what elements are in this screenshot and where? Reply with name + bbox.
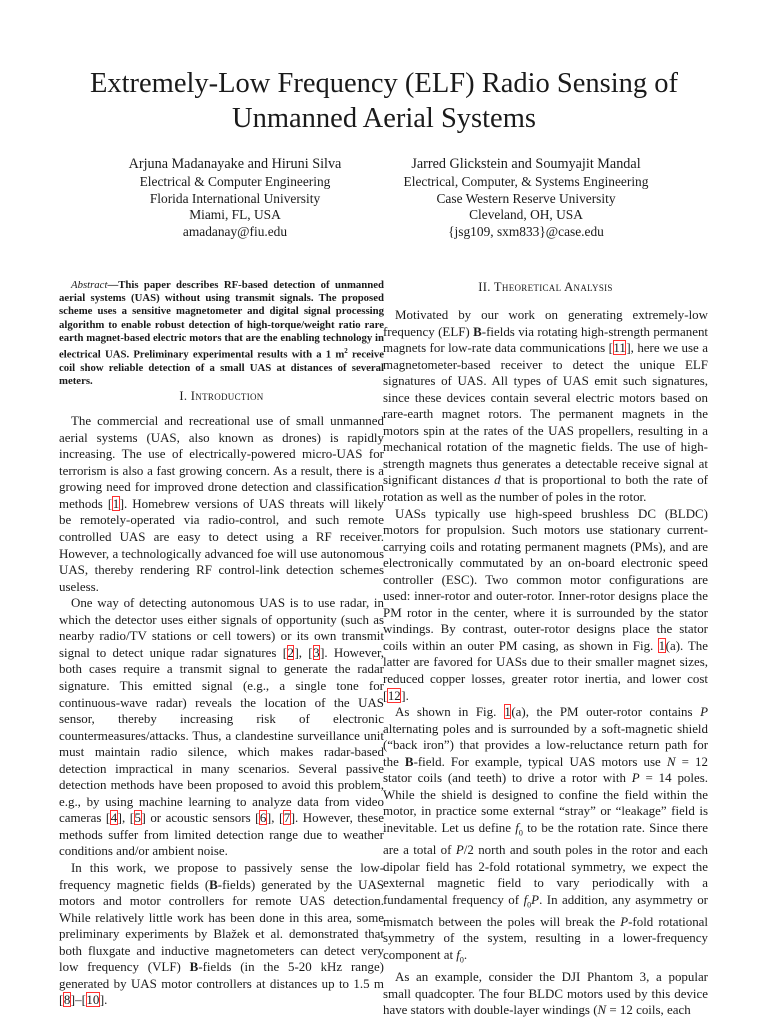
author-names: Jarred Glickstein and Soumyajit Mandal bbox=[411, 156, 641, 172]
section-heading-theoretical-analysis: II. Theoretical Analysis bbox=[478, 280, 613, 294]
paragraph: In this work, we propose to passively sense the low-frequency magnetic fields (B-fields) generated by the UAS motors and motor controllers for remote UAS detection. While relatively little work has been done in this area, some preliminary experiments by Blažek et al. demonstrated that both fluxgate and inductive magnetometers can detect very low frequency (VLF) B-fields (in the 5-20 kHz range) generated by UAS motor controllers at distances up to 1.5 m [8]–[10]. bbox=[59, 859, 385, 1008]
paragraph: As shown in Fig. 1(a), the PM outer-rotor contains P alternating poles and is surrounded by a soft-magnetic shield (“back iron”) that provides a low-reluctance return path for the B-field. For example, typical UAS motors use N = 12 stator coils (and teeth) to drive a rotor with P = 14 poles. While the shield is designed to confine the field within the motor, in practice some external “stray” or “leakage” field is inevitable. Let us define $f_0$ to be the rotation rate. Since there are a total of P/2 north and south poles in the rotor and each dipolar field has 2-fold rotational symmetry, we expect the external magnetic field to vary periodically with a fundamental frequency of $f_0P$. In addition, any asymmetry or mismatch between the poles will break the P-fold rotational symmetry of the system, resulting in a lower-frequency component at $f_0$. bbox=[383, 704, 709, 965]
title-line-1: Extremely-Low Frequency (ELF) Radio Sensing of bbox=[89, 68, 679, 99]
citation-link[interactable]: 6 bbox=[259, 810, 267, 826]
author-affiliation: Electrical, Computer, & Systems Engineering bbox=[403, 174, 649, 189]
left-column bbox=[59, 279, 384, 1009]
paragraph: As an example, consider the DJI Phantom 3, a popular small quadcopter. The four BLDC motors used by this device have stators with double-layer windings (N = 12 coils, each bbox=[383, 969, 708, 1018]
author-email: {jsg109, sxm833}@case.edu bbox=[448, 223, 604, 239]
abstract-text: This paper describes RF-based detection of unmanned aerial systems (UAS) without using transmit signals. The proposed scheme uses a sensitive magnetometer and digital signal processing algorithm to enable robust detection of high-torque/weight ratio rare earth magnet-based electric motors that are the enabling technology in electrical UAS. Preliminary experimental results with a 1 m bbox=[59, 279, 384, 361]
author-affiliation: Electrical & Computer Engineering bbox=[139, 174, 331, 189]
paragraph: One way of detecting autonomous UAS is to use radar, in which the detector uses either signals of opportunity (such as nearby radio/TV stations or cell towers) or its own transmit signal to detect unique radar signatures [2], [3]. However, both cases require a transmit signal to generate the radar signature. This emitted signal (e.g., a single tone for continuous-wave radar) reveals the location of the UAS sensor, thereby increasing risk of electronic countermeasures/attacks. Thus, a clandestine surveillance unit must maintain radio silence, which makes radar-based detection impractical in many scenarios. Several passive detection methods have been proposed to avoid this problem, e.g., by using machine learning to analyze data from video cameras [4], [5] or acoustic sensors [6], [7]. However, these methods suffer from limited detection range due to weather conditions and/or ambient noise. bbox=[59, 595, 385, 859]
author-affiliation: Case Western Reserve University bbox=[436, 190, 616, 206]
section-heading-introduction: I. Introduction bbox=[179, 389, 264, 404]
right-column bbox=[383, 279, 708, 1019]
citation-link[interactable]: 8 bbox=[63, 992, 71, 1008]
citation-link[interactable]: 11 bbox=[613, 340, 626, 356]
author-affiliation: Cleveland, OH, USA bbox=[469, 207, 583, 223]
citation-link[interactable]: 10 bbox=[86, 992, 100, 1008]
citation-link[interactable]: 7 bbox=[283, 810, 291, 826]
paragraph: Motivated by our work on generating extremely-low frequency (ELF) B-fields via rotating high-strength permanent magnets for low-rate data communications [11], here we use a magnetometer-based receiver to detect the unique ELF signatures of UAS. All types of UAS emit such signatures, since these devices contain several electric motors based on rare-earth magnet rotors. The permanent magnets in the motors spin at the rates of the UAS propellers, resulting in a mechanical rotation of the magnetic fields. The use of high-strength magnets thus generates a detectable receive signal at significant distances d that is proportional to both the rate of rotation as well as the number of poles in the rotor. bbox=[383, 307, 709, 505]
citation-link[interactable]: 1 bbox=[112, 495, 120, 511]
author-affiliation: Florida International University bbox=[149, 190, 321, 206]
citation-link[interactable]: 2 bbox=[287, 644, 294, 660]
author-block-fiu bbox=[100, 155, 370, 240]
citation-link[interactable]: 12 bbox=[387, 687, 401, 703]
figure-link[interactable]: 1 bbox=[658, 637, 666, 653]
citation-link[interactable]: 5 bbox=[134, 810, 142, 826]
author-names: Arjuna Madanayake and Hiruni Silva bbox=[128, 156, 342, 172]
paper-title bbox=[0, 66, 768, 136]
abstract-label: Abstract bbox=[71, 279, 108, 291]
author-affiliation: Miami, FL, USA bbox=[189, 207, 281, 223]
figure-link[interactable]: 1 bbox=[504, 704, 511, 720]
abstract: Abstract—This paper describes RF-based detection of unmanned aerial systems (UAS) without using transmit signals. The proposed scheme uses a sensitive magnetometer and digital signal processing algorithm to enable robust detection of high-torque/weight ratio rare earth magnet-based electric motors that are the enabling technology in electrical UAS. Preliminary experimental results with a 1 $m^2$ receive coil show reliable detection of a small UAS at distances of several meters. bbox=[59, 279, 384, 387]
paragraph: The commercial and recreational use of small unmanned aerial systems (UAS, also known as drones) is rapidly increasing. The use of electrically-powered micro-UAS for terrorism is also a fast growing concern. As a result, there is a growing need for improved drone detection and classification methods [1]. Homebrew versions of UAS threats will likely be remotely-operated via radio-control, and such remote controlled UAS are easy to detect using a RF receiver. However, a technologically advanced foe will use autonomous UAS, thereby rendering RF control-link detection schemes useless. bbox=[59, 413, 384, 594]
paragraph: UASs typically use high-speed brushless DC (BLDC) motors for propulsion. Such motors use stationary current-carrying coils and rotating permanent magnets (PMs), and are electronically commutated by an on-board electronic speed controller (ESC). Two common motor configurations are used: inner-rotor and outer-rotor. Inner-rotor designs place the PM rotor in the center, where it is surrounded by the stator windings. By contrast, outer-rotor designs place the stator coils within an outer PM casing, as shown in Fig. 1(a). The latter are favored for UASs due to their smaller magnet sizes, reduced copper losses, greater rotor inertia, and lower cost [12]. bbox=[383, 505, 708, 703]
title-line-2: Unmanned Aerial Systems bbox=[232, 103, 536, 134]
author-block-case bbox=[376, 155, 676, 240]
citation-link[interactable]: 3 bbox=[313, 644, 320, 660]
citation-link[interactable]: 4 bbox=[110, 810, 118, 826]
author-email: amadanay@fiu.edu bbox=[182, 223, 288, 239]
